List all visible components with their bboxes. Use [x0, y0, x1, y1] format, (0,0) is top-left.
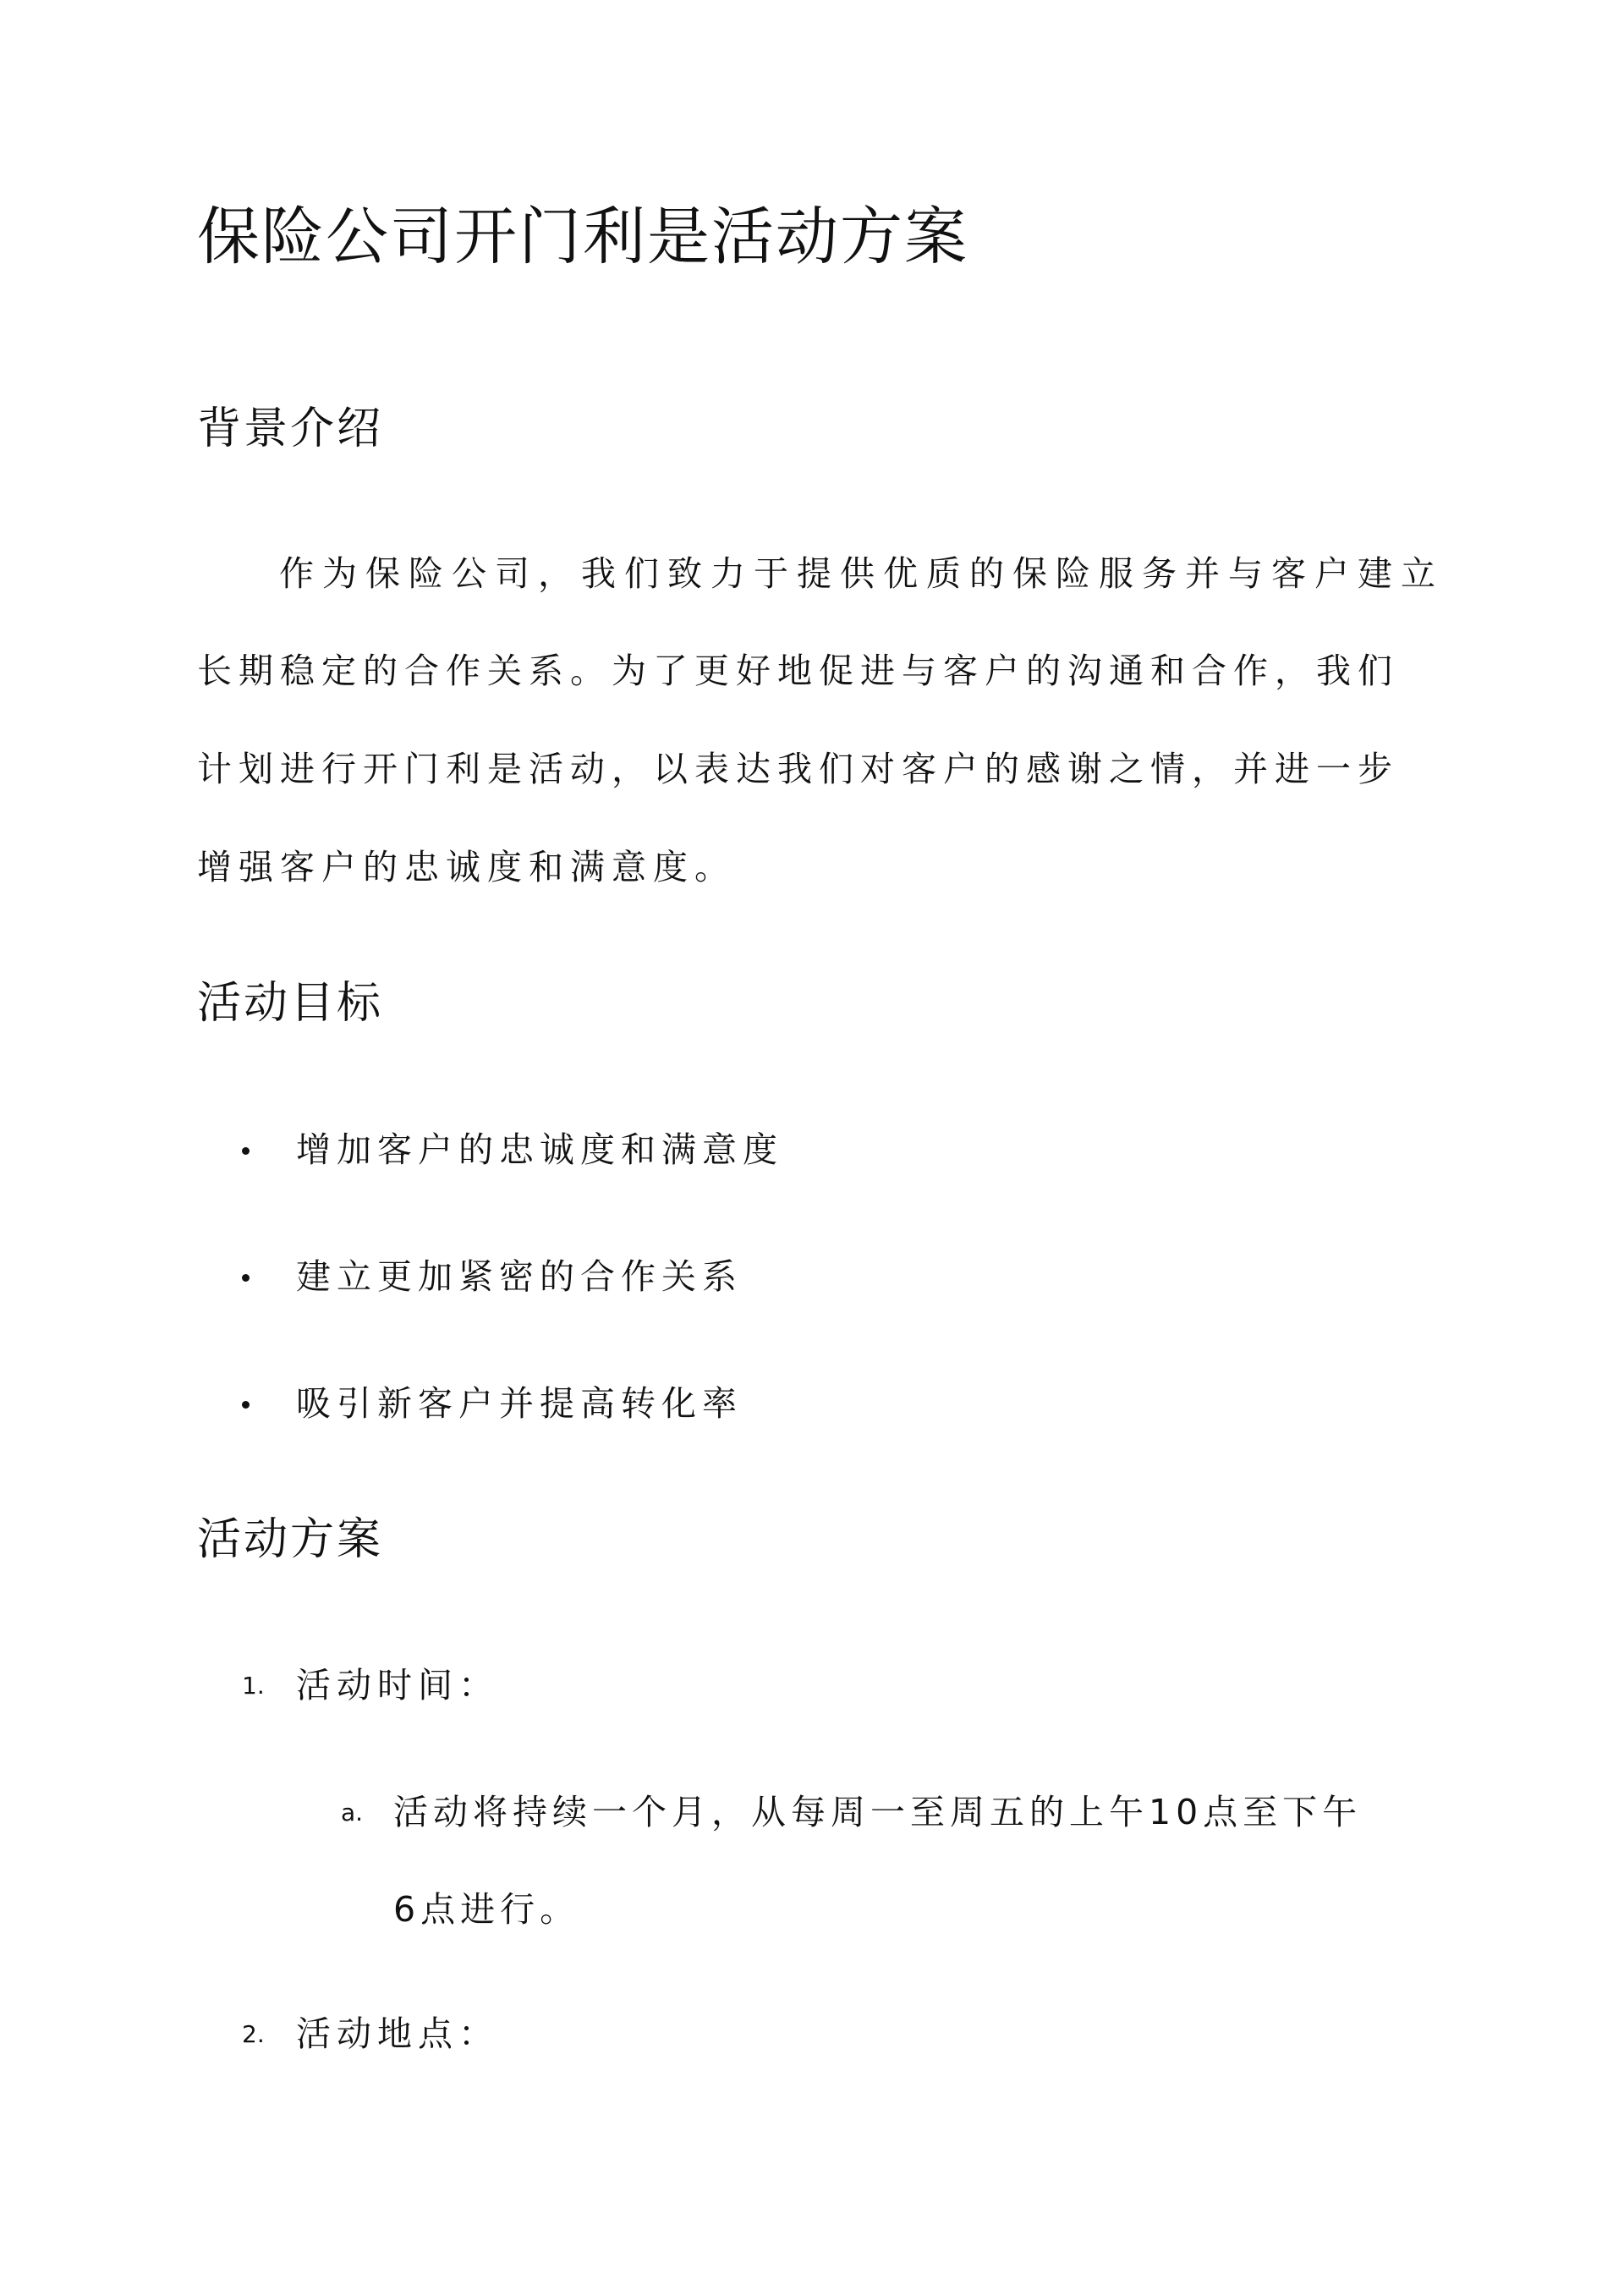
bullet-icon: [242, 1274, 250, 1282]
sublist-letter: a.: [341, 1799, 364, 1826]
background-paragraph-line: 增强客户的忠诚度和满意度。: [197, 847, 736, 887]
background-paragraph-line: 计划进行开门利是活动，以表达我们对客户的感谢之情，并进一步: [197, 749, 1399, 789]
background-paragraph-line: 作为保险公司，我们致力于提供优质的保险服务并与客户建立: [279, 553, 1444, 594]
document-title: 保险公司开门利是活动方案: [197, 200, 968, 273]
plan-subitem-line: 活动将持续一个月，从每周一至周五的上午10点至下午: [393, 1792, 1363, 1832]
list-number: 2.: [242, 2020, 265, 2048]
background-paragraph-line: 长期稳定的合作关系。为了更好地促进与客户的沟通和合作，我们: [197, 651, 1399, 691]
bullet-icon: [242, 1401, 250, 1409]
goals-heading: 活动目标: [197, 978, 384, 1029]
goal-label: 吸引新客户并提高转化率: [296, 1383, 743, 1424]
plan-heading: 活动方案: [197, 1514, 384, 1565]
list-number: 1.: [242, 1672, 265, 1700]
goal-label: 建立更加紧密的合作关系: [296, 1256, 743, 1297]
plan-item-label: 活动时间：: [296, 1665, 499, 1706]
plan-subitem-line: 6点进行。: [393, 1889, 580, 1930]
bullet-icon: [242, 1147, 250, 1155]
goal-label: 增加客户的忠诚度和满意度: [296, 1129, 783, 1170]
plan-item-label: 活动地点：: [296, 2013, 499, 2054]
background-heading: 背景介绍: [197, 404, 384, 454]
